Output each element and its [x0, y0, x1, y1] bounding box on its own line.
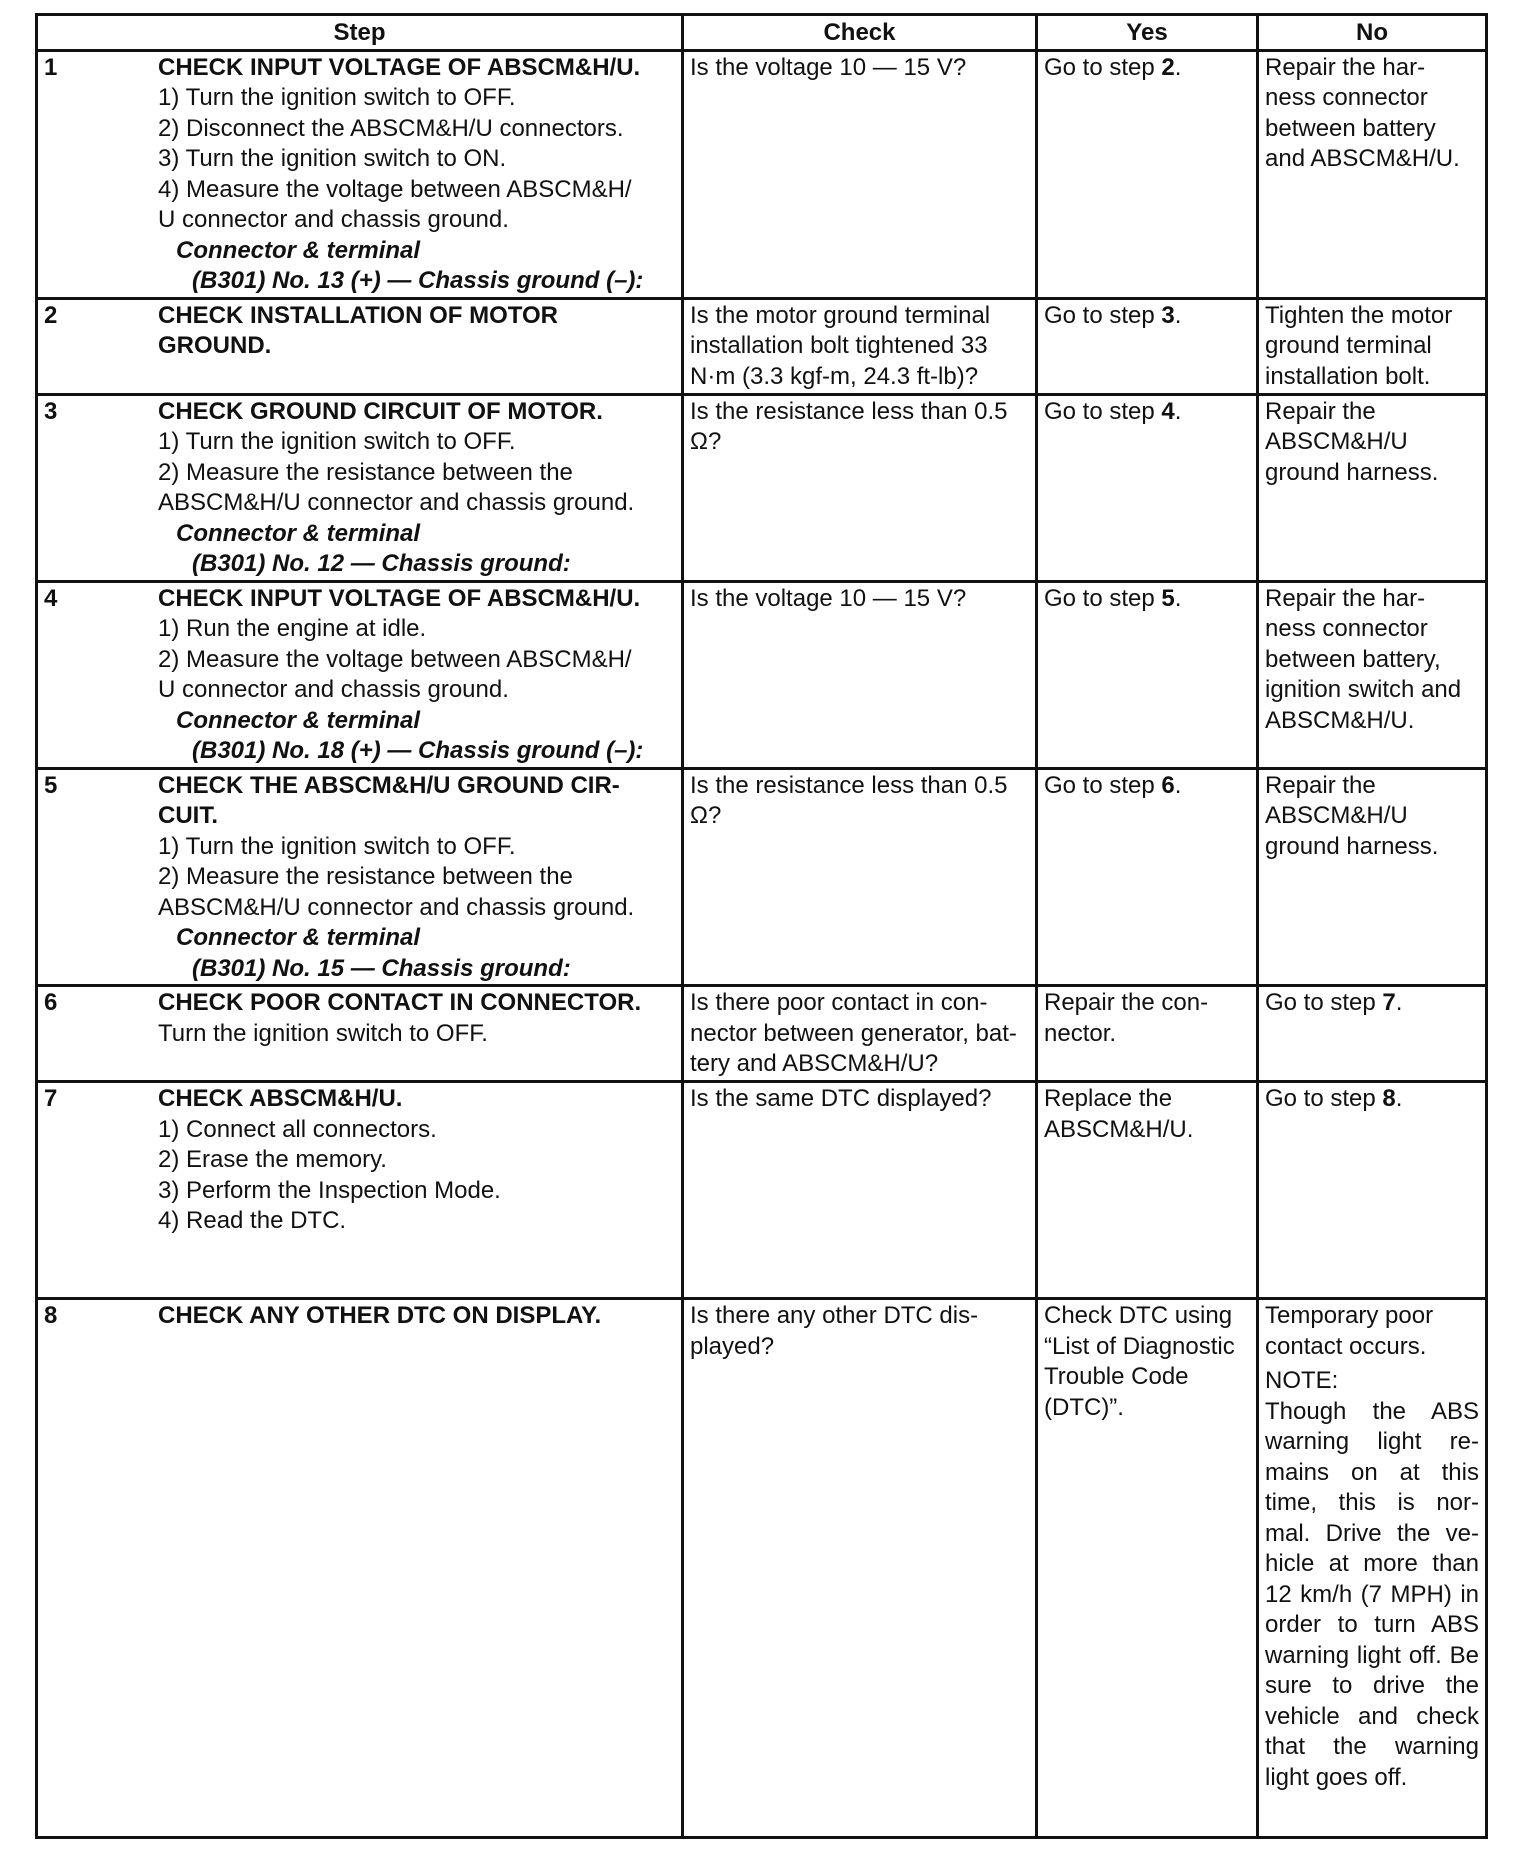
- header-no: No: [1258, 15, 1487, 51]
- no-text: Go to step: [1265, 1085, 1383, 1112]
- check-cell-5: Is the resistance less than 0.5 Ω?: [683, 768, 1037, 986]
- table-row-4: [37, 581, 1487, 768]
- no-cell-7: [1258, 1082, 1487, 1299]
- table-row-2: [37, 298, 1487, 394]
- connector-label: Connector & terminal: [176, 519, 421, 547]
- step-instruction: 1) Turn the ignition switch to OFF.: [158, 428, 516, 455]
- yes-step-number: 5: [1161, 584, 1175, 612]
- step-number: 4: [44, 584, 58, 612]
- yes-step-number: 2: [1161, 53, 1175, 81]
- yes-suffix: .: [1174, 771, 1182, 799]
- step-number: 8: [44, 1302, 58, 1329]
- table-row-3: [37, 394, 1487, 581]
- step-title: CHECK INSTALLATION OF MOTOR GROUND.: [158, 301, 558, 359]
- yes-step-number: 3: [1161, 301, 1175, 329]
- yes-cell-1: [1037, 50, 1258, 298]
- yes-cell-5: [1037, 768, 1258, 986]
- step-title: CHECK GROUND CIRCUIT OF MOTOR.: [158, 397, 603, 425]
- no-cell-4: Repair the har- ness connector between battery, ignition switch and ABSCM&H/U.: [1258, 581, 1487, 768]
- step-instruction: 1) Run the engine at idle.: [158, 615, 427, 642]
- step-cell-5: [37, 768, 683, 986]
- step-instruction: ABSCM&H/U connector and chassis ground.: [158, 489, 635, 516]
- table-row-8: [37, 1299, 1487, 1838]
- step-instruction: 3) Perform the Inspection Mode.: [158, 1176, 501, 1204]
- step-instruction: 3) Turn the ignition switch to ON.: [158, 145, 507, 172]
- terminal-spec: (B301) No. 15 — Chassis ground:: [192, 954, 571, 982]
- yes-cell-6: Repair the con- nector.: [1037, 986, 1258, 1082]
- step-title: CHECK THE ABSCM&H/U GROUND CIR- CUIT.: [158, 771, 620, 829]
- yes-cell-3: [1037, 394, 1258, 581]
- check-cell-4: Is the voltage 10 — 15 V?: [683, 581, 1037, 768]
- terminal-spec: (B301) No. 13 (+) — Chassis ground (–):: [192, 267, 644, 294]
- check-cell-8: Is there any other DTC dis- played?: [683, 1299, 1037, 1838]
- yes-text: Go to step: [1044, 397, 1162, 425]
- connector-label: Connector & terminal: [176, 706, 421, 734]
- yes-cell-7: Replace the ABSCM&H/U.: [1037, 1082, 1258, 1299]
- connector-label: Connector & terminal: [176, 236, 421, 264]
- yes-step-number: 6: [1161, 771, 1175, 799]
- no-suffix: .: [1395, 1085, 1403, 1112]
- no-text: Temporary poor contact occurs.: [1265, 1302, 1434, 1360]
- yes-cell-2: [1037, 298, 1258, 394]
- step-number: 3: [44, 397, 58, 425]
- step-number: 7: [44, 1085, 58, 1112]
- table-row-5: [37, 768, 1487, 986]
- header-check: Check: [683, 15, 1037, 51]
- check-cell-3: Is the resistance less than 0.5 Ω?: [683, 394, 1037, 581]
- step-cell-3: [37, 394, 683, 581]
- yes-text: Go to step: [1044, 584, 1162, 612]
- check-cell-2: Is the motor ground terminal installation bolt tightened 33 N·m (3.3 kgf-m, 24.3 ft-lb)?: [683, 298, 1037, 394]
- yes-suffix: .: [1174, 584, 1182, 612]
- step-instruction: ABSCM&H/U connector and chassis ground.: [158, 893, 635, 921]
- yes-suffix: .: [1174, 397, 1182, 425]
- note-label: NOTE:: [1265, 1367, 1339, 1394]
- yes-text: Go to step: [1044, 771, 1162, 799]
- header-yes: Yes: [1037, 15, 1258, 51]
- no-cell-5: Repair the ABSCM&H/U ground harness.: [1258, 768, 1487, 986]
- step-cell-6: [37, 986, 683, 1082]
- check-cell-1: Is the voltage 10 — 15 V?: [683, 50, 1037, 298]
- terminal-spec: (B301) No. 12 — Chassis ground:: [192, 550, 571, 577]
- step-cell-1: [37, 50, 683, 298]
- no-cell-8: [1258, 1299, 1487, 1838]
- step-number: 6: [44, 989, 58, 1016]
- step-instruction: U connector and chassis ground.: [158, 676, 509, 703]
- no-step-number: 8: [1382, 1085, 1396, 1112]
- yes-cell-8: Check DTC using “List of Diagnostic Trouble Code (DTC)”.: [1037, 1299, 1258, 1838]
- yes-suffix: .: [1174, 301, 1182, 329]
- note-text: Though the ABS warning light re- mains on at this time, this is nor- mal. Drive the ve- hicle at more than 12 km/h (7 MPH) in order to turn ABS warning light off. Be sure to drive the vehicle and check that the warning light goes off.: [1265, 1397, 1479, 1791]
- step-instruction: 1) Turn the ignition switch to OFF.: [158, 832, 516, 860]
- header-step: Step: [37, 15, 683, 51]
- step-instruction: U connector and chassis ground.: [158, 206, 509, 233]
- yes-text: Go to step: [1044, 301, 1162, 329]
- step-instruction: 4) Read the DTC.: [158, 1207, 347, 1234]
- step-number: 5: [44, 771, 58, 799]
- step-instruction: 1) Turn the ignition switch to OFF.: [158, 84, 516, 111]
- table-row-7: [37, 1082, 1487, 1299]
- yes-suffix: .: [1174, 53, 1182, 81]
- step-instruction: 4) Measure the voltage between ABSCM&H/: [158, 175, 632, 203]
- step-cell-2: [37, 298, 683, 394]
- no-cell-2: Tighten the motor ground terminal installation bolt.: [1258, 298, 1487, 394]
- step-instruction: 2) Measure the resistance between the: [158, 458, 573, 486]
- terminal-spec: (B301) No. 18 (+) — Chassis ground (–):: [192, 737, 644, 764]
- yes-cell-4: [1037, 581, 1258, 768]
- no-cell-1: Repair the har- ness connector between battery and ABSCM&H/U.: [1258, 50, 1487, 298]
- step-number: 2: [44, 301, 58, 329]
- header-row: [37, 15, 1487, 51]
- step-instruction: 2) Erase the memory.: [158, 1146, 387, 1173]
- step-cell-8: [37, 1299, 683, 1838]
- table-row-6: [37, 986, 1487, 1082]
- diagnostic-table: [35, 13, 1488, 1839]
- no-cell-3: Repair the ABSCM&H/U ground harness.: [1258, 394, 1487, 581]
- check-cell-6: Is there poor contact in con- nector between generator, bat- tery and ABSCM&H/U?: [683, 986, 1037, 1082]
- no-text: Go to step: [1265, 989, 1383, 1016]
- step-title: CHECK ABSCM&H/U.: [158, 1085, 403, 1112]
- table-row-1: [37, 50, 1487, 298]
- step-title: CHECK INPUT VOLTAGE OF ABSCM&H/U.: [158, 53, 641, 81]
- step-cell-4: [37, 581, 683, 768]
- yes-step-number: 4: [1161, 397, 1175, 425]
- check-cell-7: Is the same DTC displayed?: [683, 1082, 1037, 1299]
- step-instruction: 2) Disconnect the ABSCM&H/U connectors.: [158, 114, 624, 142]
- yes-text: Go to step: [1044, 53, 1162, 81]
- step-title: CHECK POOR CONTACT IN CONNECTOR.: [158, 989, 642, 1016]
- step-instruction: Turn the ignition switch to OFF.: [158, 1019, 488, 1047]
- step-cell-7: [37, 1082, 683, 1299]
- step-title: CHECK INPUT VOLTAGE OF ABSCM&H/U.: [158, 584, 641, 612]
- no-step-number: 7: [1382, 989, 1396, 1016]
- connector-label: Connector & terminal: [176, 924, 421, 951]
- step-instruction: 1) Connect all connectors.: [158, 1115, 437, 1143]
- step-instruction: 2) Measure the resistance between the: [158, 863, 573, 890]
- step-title: CHECK ANY OTHER DTC ON DISPLAY.: [158, 1302, 602, 1329]
- no-cell-6: [1258, 986, 1487, 1082]
- step-number: 1: [44, 53, 58, 81]
- no-suffix: .: [1395, 989, 1403, 1016]
- step-instruction: 2) Measure the voltage between ABSCM&H/: [158, 645, 632, 673]
